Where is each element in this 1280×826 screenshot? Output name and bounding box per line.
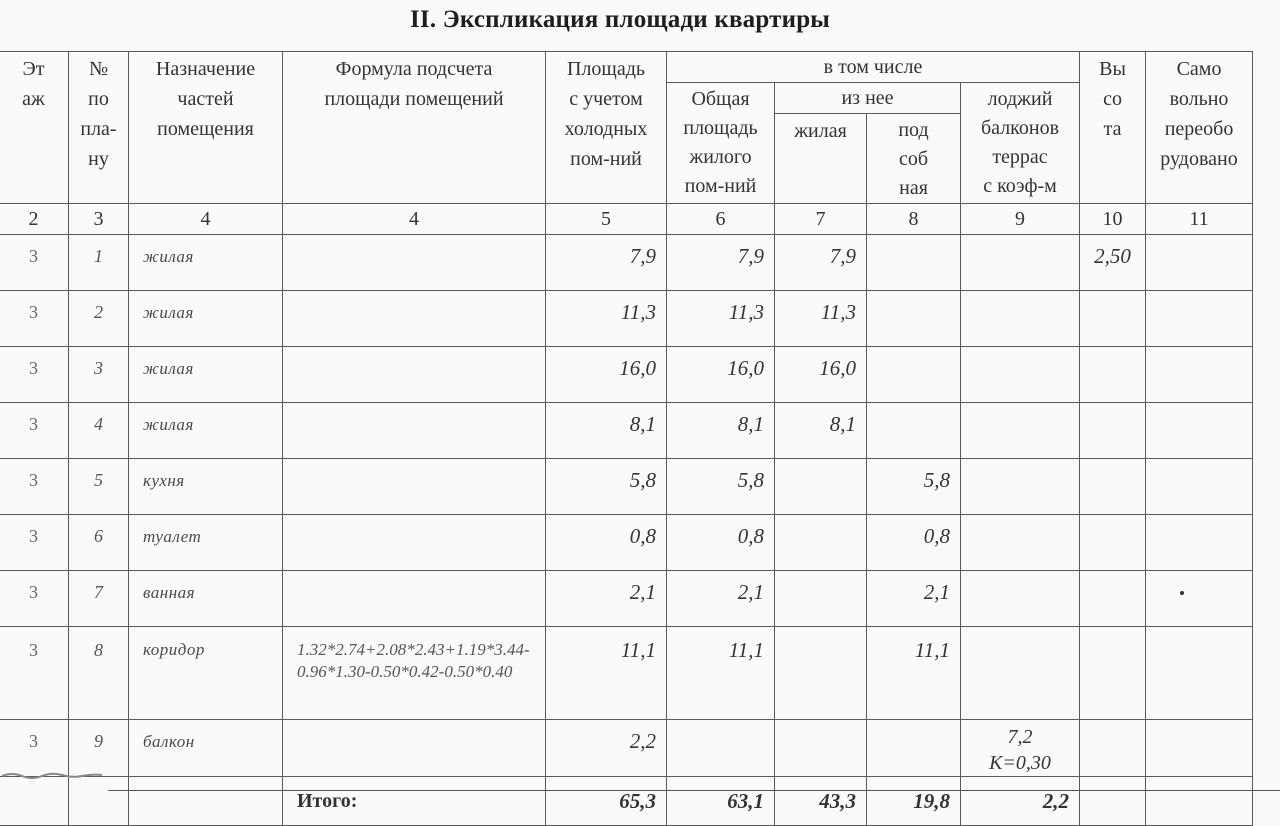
empty-cell [0, 777, 69, 826]
footer-divider [108, 790, 1280, 791]
totals-total-living: 63,1 [667, 777, 775, 826]
living-cell [775, 720, 867, 777]
header-area-cold: Площадь с учетом холодных пом-ний [546, 52, 667, 204]
total-living-cell: 2,1 [667, 571, 775, 627]
header-living: жилая [775, 114, 867, 204]
header-floor: Эт аж [0, 52, 69, 204]
living-cell: 16,0 [775, 347, 867, 403]
room-name-cell: жилая [129, 235, 283, 291]
table-row-balcony [0, 720, 1253, 777]
ink-dot [1180, 591, 1184, 595]
floor-cell: 3 [0, 235, 69, 291]
aux-cell [867, 403, 961, 459]
table-row [0, 347, 1253, 403]
height-cell [1080, 627, 1146, 720]
header-unauthorized: Само вольно переобо рудовано [1146, 52, 1253, 204]
total-living-cell: 11,1 [667, 627, 775, 720]
header-of-which: из нее [775, 83, 961, 114]
height-cell [1080, 347, 1146, 403]
room-name-cell: балкон [129, 720, 283, 777]
loggia-cell [961, 403, 1080, 459]
room-name-cell: туалет [129, 515, 283, 571]
header-formula: Формула подсчета площади помещений [283, 52, 546, 204]
plan-no-cell: 6 [69, 515, 129, 571]
area-cell: 16,0 [546, 347, 667, 403]
total-living-cell: 11,3 [667, 291, 775, 347]
floor-cell: 3 [0, 291, 69, 347]
aux-cell [867, 347, 961, 403]
aux-cell: 5,8 [867, 459, 961, 515]
loggia-cell [961, 347, 1080, 403]
aux-cell: 0,8 [867, 515, 961, 571]
footer-scribble-icon [2, 770, 102, 780]
area-cell: 2,1 [546, 571, 667, 627]
floor-cell: 3 [0, 571, 69, 627]
formula-cell: 1.32*2.74+2.08*2.43+1.19*3.44-0.96*1.30-0.50*0.42-0.50*0.40 [283, 627, 546, 720]
loggia-cell [961, 459, 1080, 515]
col-num: 9 [961, 204, 1080, 235]
col-num: 7 [775, 204, 867, 235]
col-num: 6 [667, 204, 775, 235]
col-num: 10 [1080, 204, 1146, 235]
aux-cell: 11,1 [867, 627, 961, 720]
loggia-coef: K=0,30 [989, 752, 1051, 774]
unauthorized-cell [1146, 235, 1253, 291]
loggia-cell [961, 571, 1080, 627]
height-cell [1080, 720, 1146, 777]
total-living-cell: 16,0 [667, 347, 775, 403]
aux-cell [867, 720, 961, 777]
area-cell: 8,1 [546, 403, 667, 459]
unauthorized-cell [1146, 627, 1253, 720]
floor-cell: 3 [0, 459, 69, 515]
total-living-cell: 8,1 [667, 403, 775, 459]
formula-cell [283, 720, 546, 777]
empty-cell [1146, 777, 1253, 826]
table-row [0, 459, 1253, 515]
area-cell: 11,3 [546, 291, 667, 347]
header-loggias: лоджий балконов террас с коэф-м [961, 83, 1080, 204]
formula-cell [283, 235, 546, 291]
unauthorized-cell [1146, 291, 1253, 347]
col-num: 8 [867, 204, 961, 235]
col-num: 2 [0, 204, 69, 235]
height-cell [1080, 291, 1146, 347]
total-living-cell [667, 720, 775, 777]
formula-cell [283, 515, 546, 571]
empty-cell [1080, 777, 1146, 826]
height-cell: 2,50 [1080, 235, 1146, 291]
formula-cell [283, 459, 546, 515]
formula-cell [283, 403, 546, 459]
totals-loggia: 2,2 [961, 777, 1080, 826]
plan-no-cell: 3 [69, 347, 129, 403]
empty-cell [129, 777, 283, 826]
living-cell [775, 627, 867, 720]
formula-cell [283, 347, 546, 403]
unauthorized-cell [1146, 459, 1253, 515]
plan-no-cell: 9 [69, 720, 129, 777]
totals-aux: 19,8 [867, 777, 961, 826]
height-cell [1080, 459, 1146, 515]
floor-cell: 3 [0, 347, 69, 403]
header-height: Вы со та [1080, 52, 1146, 204]
room-name-cell: ванная [129, 571, 283, 627]
living-cell [775, 515, 867, 571]
floor-cell: 3 [0, 720, 69, 777]
table-row [0, 291, 1253, 347]
col-num: 3 [69, 204, 129, 235]
unauthorized-cell [1146, 403, 1253, 459]
room-name-cell: коридор [129, 627, 283, 720]
total-living-cell: 0,8 [667, 515, 775, 571]
plan-no-cell: 4 [69, 403, 129, 459]
unauthorized-cell [1146, 347, 1253, 403]
living-cell: 11,3 [775, 291, 867, 347]
total-living-cell: 5,8 [667, 459, 775, 515]
area-cell: 11,1 [546, 627, 667, 720]
loggia-cell [961, 627, 1080, 720]
explication-table [0, 51, 1253, 826]
living-cell [775, 571, 867, 627]
room-name-cell: жилая [129, 291, 283, 347]
living-cell: 7,9 [775, 235, 867, 291]
floor-cell: 3 [0, 627, 69, 720]
loggia-cell [961, 720, 1080, 777]
plan-no-cell: 2 [69, 291, 129, 347]
col-num: 11 [1146, 204, 1253, 235]
header-plan-no: № по пла- ну [69, 52, 129, 204]
empty-cell [69, 777, 129, 826]
formula-cell [283, 291, 546, 347]
col-num: 4 [129, 204, 283, 235]
living-cell [775, 459, 867, 515]
col-num: 5 [546, 204, 667, 235]
loggia-cell [961, 515, 1080, 571]
height-cell [1080, 515, 1146, 571]
unauthorized-cell [1146, 720, 1253, 777]
area-cell: 0,8 [546, 515, 667, 571]
aux-cell [867, 291, 961, 347]
header-auxiliary: под соб ная [867, 114, 961, 204]
totals-area: 65,3 [546, 777, 667, 826]
floor-cell: 3 [0, 515, 69, 571]
area-cell: 7,9 [546, 235, 667, 291]
totals-row [0, 777, 1253, 826]
plan-no-cell: 5 [69, 459, 129, 515]
loggia-value: 7,2 [1007, 726, 1033, 748]
height-cell [1080, 403, 1146, 459]
plan-no-cell: 7 [69, 571, 129, 627]
area-cell: 2,2 [546, 720, 667, 777]
aux-cell [867, 235, 961, 291]
loggia-cell [961, 291, 1080, 347]
formula-cell [283, 571, 546, 627]
plan-no-cell: 1 [69, 235, 129, 291]
totals-living: 43,3 [775, 777, 867, 826]
plan-no-cell: 8 [69, 627, 129, 720]
area-cell: 5,8 [546, 459, 667, 515]
aux-cell: 2,1 [867, 571, 961, 627]
total-living-cell: 7,9 [667, 235, 775, 291]
height-cell [1080, 571, 1146, 627]
header-purpose: Назначение частей помещения [129, 52, 283, 204]
table-row [0, 235, 1253, 291]
page-title: II. Экспликация площади квартиры [409, 6, 831, 33]
living-cell: 8,1 [775, 403, 867, 459]
unauthorized-cell [1146, 571, 1253, 627]
table-row [0, 571, 1253, 627]
totals-label: Итого: [283, 777, 546, 826]
room-name-cell: кухня [129, 459, 283, 515]
loggia-cell [961, 235, 1080, 291]
floor-cell: 3 [0, 403, 69, 459]
table-row [0, 515, 1253, 571]
header-including: в том числе [667, 52, 1080, 83]
col-num: 4 [283, 204, 546, 235]
header-total-living: Общая площадь жилого пом-ний [667, 83, 775, 204]
room-name-cell: жилая [129, 403, 283, 459]
table-row [0, 403, 1253, 459]
room-name-cell: жилая [129, 347, 283, 403]
unauthorized-cell [1146, 515, 1253, 571]
table-row [0, 627, 1253, 720]
column-number-row [0, 204, 1253, 235]
